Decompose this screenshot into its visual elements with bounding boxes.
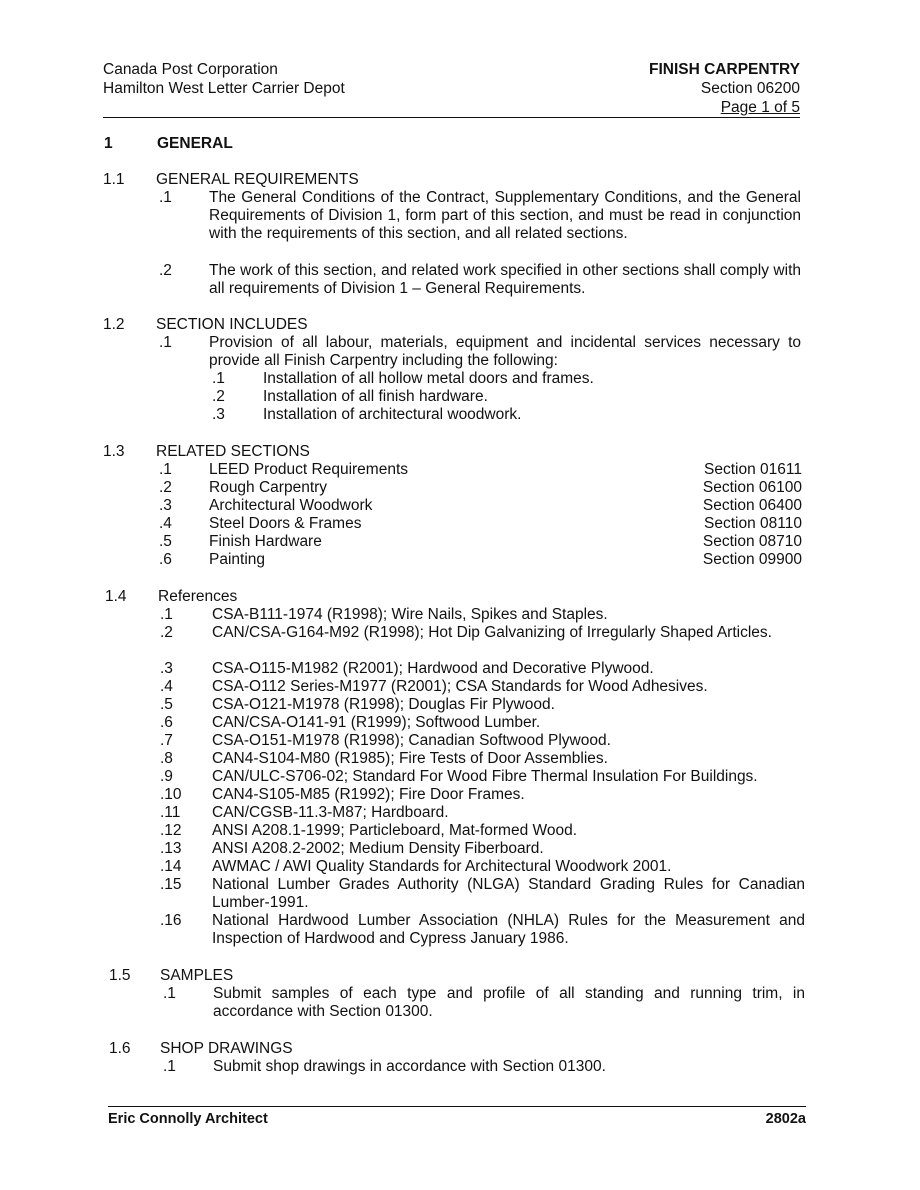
section-1-2-number: 1.2 [103,316,125,333]
reference-number: .5 [160,696,173,713]
section-1-4-title: References [158,588,238,605]
section-1-5-number: 1.5 [109,967,131,984]
reference-text: CAN4-S104-M80 (R1985); Fire Tests of Door Assemblies. [212,750,608,767]
list-item-text: Provision of all labour, materials, equipment and incidental services necessary to provide all Finish Carpentry including the following: [209,334,801,369]
header-org: Canada Post Corporation [103,61,278,78]
reference-number: .8 [160,750,173,767]
reference-number: .13 [160,840,182,857]
list-item-text: The work of this section, and related work specified in other sections shall comply with all requirements of Division 1 – General Requirements. [209,262,801,297]
section-1-2-title: SECTION INCLUDES [156,316,308,333]
reference-number: .10 [160,786,182,803]
reference-number: .16 [160,912,182,929]
section-1-1-title: GENERAL REQUIREMENTS [156,171,359,188]
reference-text: CAN4-S105-M85 (R1992); Fire Door Frames. [212,786,525,803]
section-1-4-number: 1.4 [105,588,127,605]
list-item-number: .1 [159,334,172,351]
section-1-6-title: SHOP DRAWINGS [160,1040,293,1057]
reference-number: .14 [160,858,182,875]
footer-project-number: 2802a [765,1111,806,1127]
section-1-6-number: 1.6 [109,1040,131,1057]
section-1-3-title: RELATED SECTIONS [156,443,310,460]
reference-text: CSA-O112 Series-M1977 (R2001); CSA Standards for Wood Adhesives. [212,678,708,695]
reference-text: AWMAC / AWI Quality Standards for Architectural Woodwork 2001. [212,858,672,875]
related-item-number: .2 [159,479,172,496]
reference-text: ANSI A208.2-2002; Medium Density Fiberboard. [212,840,544,857]
header-title: FINISH CARPENTRY [649,61,800,78]
reference-text: CSA-O151-M1978 (R1998); Canadian Softwood Plywood. [212,732,611,749]
section-1-3-number: 1.3 [103,443,125,460]
sub-item-number: .2 [212,388,225,405]
sub-item-text: Installation of all finish hardware. [263,388,488,405]
reference-number: .2 [160,624,173,641]
reference-number: .4 [160,678,173,695]
reference-text: CSA-O121-M1978 (R1998); Douglas Fir Plywood. [212,696,555,713]
list-item-number: .2 [159,262,172,279]
reference-text: CSA-B111-1974 (R1998); Wire Nails, Spikes and Staples. [212,606,608,623]
list-item-text: Submit samples of each type and profile of all standing and running trim, in accordance with Section 01300. [213,985,805,1020]
list-item-number: .1 [163,985,176,1002]
header-section: Section 06200 [700,80,800,97]
reference-number: .9 [160,768,173,785]
list-item-text: The General Conditions of the Contract, Supplementary Conditions, and the General Requirements of Division 1, form part of this section, and must be read in conjunction with the requirements of this section, and all related sections. [209,189,801,242]
related-item-text: Finish Hardware [209,533,322,550]
reference-text: CAN/CSA-G164-M92 (R1998); Hot Dip Galvanizing of Irregularly Shaped Articles. [212,624,772,641]
section-1-5-title: SAMPLES [160,967,234,984]
reference-number: .11 [160,804,181,821]
list-item-text: Submit shop drawings in accordance with Section 01300. [213,1058,606,1075]
related-item-ref: Section 08710 [702,533,802,550]
header-left [103,61,345,99]
related-item-number: .6 [159,551,172,568]
part-number: 1 [104,135,113,152]
related-item-text: Steel Doors & Frames [209,515,362,532]
reference-number: .12 [160,822,182,839]
header-rule [103,117,800,118]
related-item-text: Architectural Woodwork [209,497,373,514]
related-item-text: Painting [209,551,266,568]
reference-number: .1 [160,606,173,623]
related-item-ref: Section 08110 [704,515,802,532]
related-item-ref: Section 01611 [704,461,802,478]
footer-rule [108,1106,806,1107]
reference-number: .7 [160,732,173,749]
related-item-ref: Section 06400 [702,497,802,514]
reference-text: ANSI A208.1-1999; Particleboard, Mat-formed Wood. [212,822,578,839]
reference-number: .6 [160,714,173,731]
related-item-number: .4 [159,515,172,532]
sub-item-number: .3 [212,406,225,423]
sub-item-number: .1 [212,370,225,387]
footer-architect: Eric Connolly Architect [108,1111,268,1127]
part-title: GENERAL [157,135,233,152]
sub-item-text: Installation of all hollow metal doors and frames. [263,370,594,387]
header-page-number: Page 1 of 5 [720,99,800,116]
header-project: Hamilton West Letter Carrier Depot [103,80,345,97]
reference-text: National Lumber Grades Authority (NLGA) Standard Grading Rules for Canadian Lumber-1991. [212,876,805,911]
list-item-number: .1 [163,1058,176,1075]
related-item-text: LEED Product Requirements [209,461,409,478]
sub-item-text: Installation of architectural woodwork. [263,406,522,423]
related-item-ref: Section 09900 [702,551,802,568]
related-item-number: .3 [159,497,172,514]
reference-text: CAN/ULC-S706-02; Standard For Wood Fibre Thermal Insulation For Buildings. [212,768,758,785]
header-right [649,61,800,118]
reference-number: .15 [160,876,182,893]
reference-text: CSA-O115-M1982 (R2001); Hardwood and Decorative Plywood. [212,660,654,677]
reference-number: .3 [160,660,173,677]
related-item-number: .1 [159,461,172,478]
reference-text: CAN/CSA-O141-91 (R1999); Softwood Lumber. [212,714,541,731]
reference-text: National Hardwood Lumber Association (NHLA) Rules for the Measurement and Inspection of Hardwood and Cypress January 1986. [212,912,805,947]
related-item-ref: Section 06100 [702,479,802,496]
list-item-number: .1 [159,189,172,206]
related-item-number: .5 [159,533,172,550]
section-1-1-number: 1.1 [103,171,125,188]
reference-text: CAN/CGSB-11.3-M87; Hardboard. [212,804,449,821]
related-item-text: Rough Carpentry [209,479,328,496]
